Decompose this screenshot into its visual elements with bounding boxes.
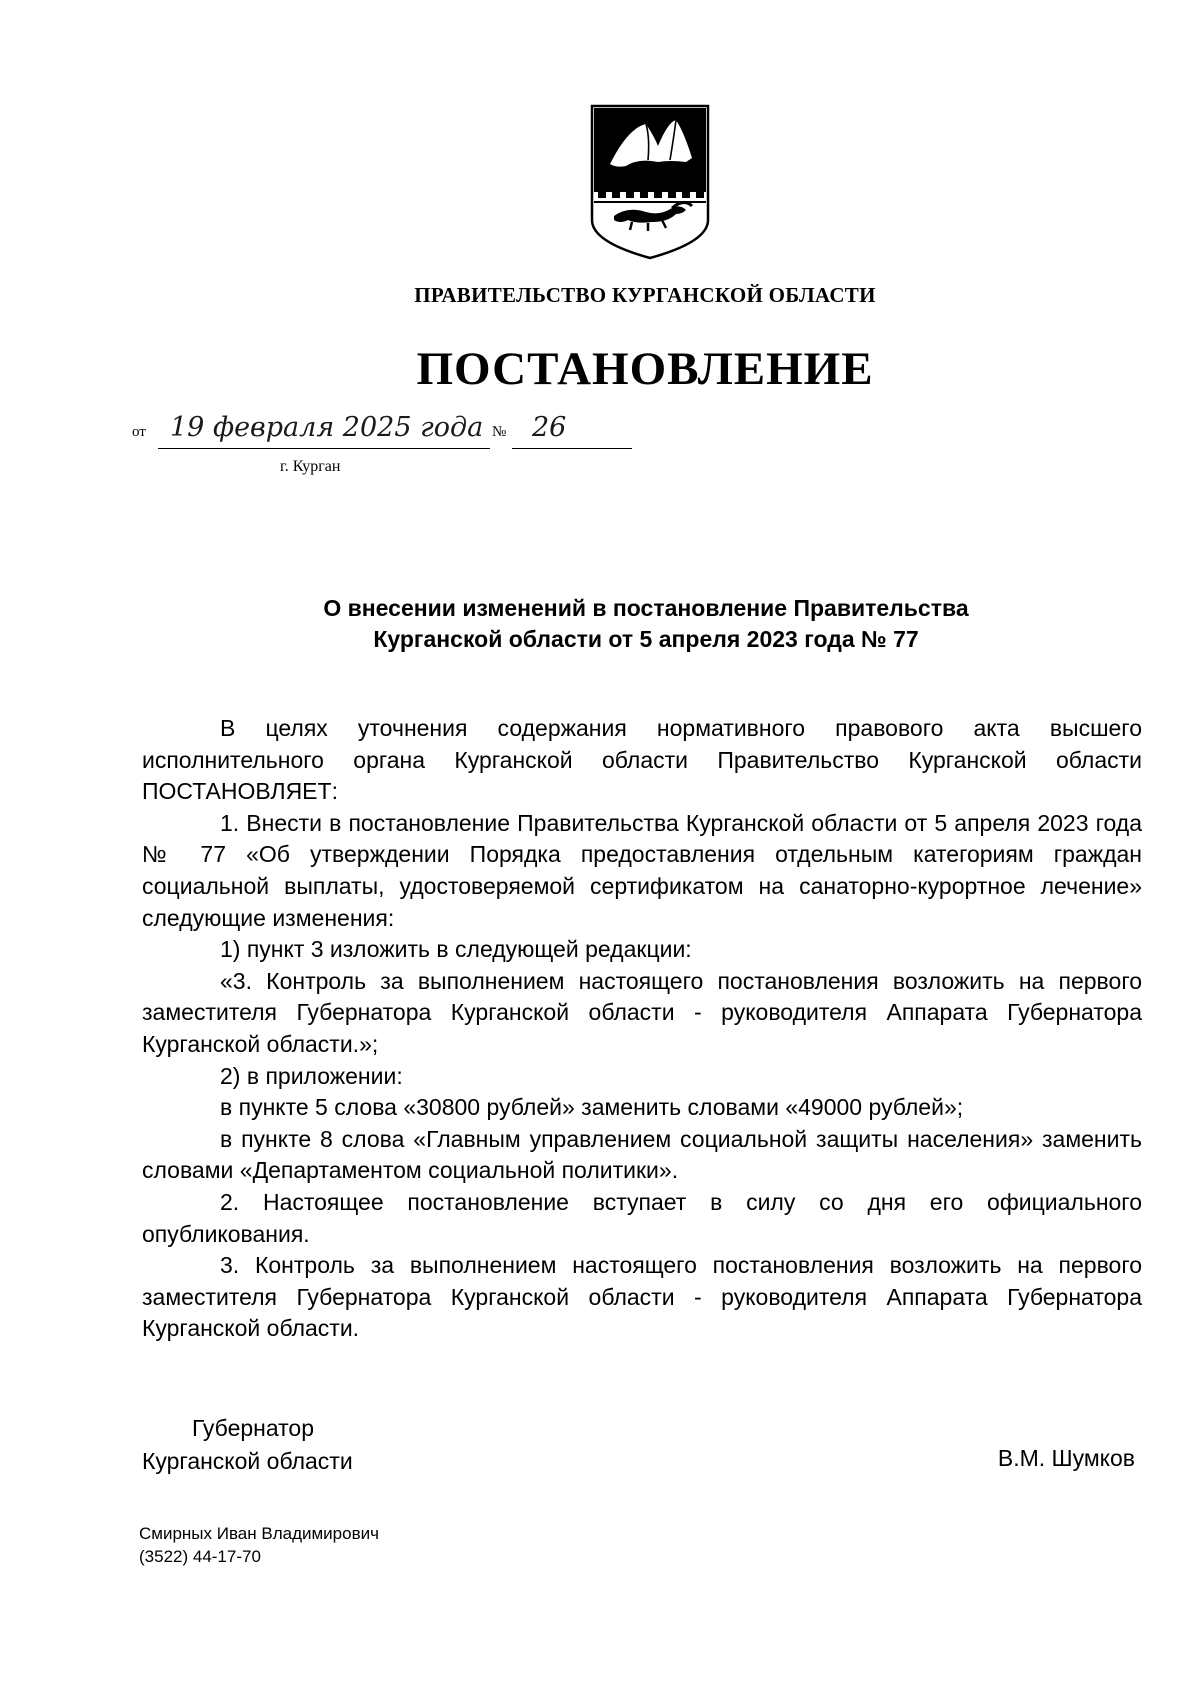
date-number-line [132,412,700,478]
number-label: № [492,424,507,440]
signatory-position-line-1: Губернатор [192,1415,315,1441]
body-paragraph: в пункте 8 слова «Главным управлением социальной защиты населения» заменить словами «Департаментом социальной политики». [142,1125,1142,1184]
executor-info [139,1522,379,1568]
handwritten-date: 19 февраля 2025 года [170,412,484,443]
signatory-position-line-2: Курганской области [142,1448,353,1474]
executor-name: Смирных Иван Владимирович [139,1524,379,1543]
body-paragraph: 2) в приложении: [220,1062,403,1089]
document-body [142,713,1142,1345]
body-paragraph: В целях уточнения содержания нормативного правового акта высшего исполнительного органа Курганской области Правительство Курганской области ПОСТАНОВЛЯЕТ: [142,715,1142,805]
body-paragraph: 1) пункт 3 изложить в следующей редакции: [220,936,692,963]
title-line-2: Курганской области от 5 апреля 2023 года № 77 [373,626,919,652]
signatory-name: В.М. Шумков [997,1445,1135,1471]
body-paragraph: 1. Внести в постановление Правительства Курганской области от 5 апреля 2023 года № 77 «Об утверждении Порядка предоставления отдельным категориям граждан социальной выплаты, удостоверяемой сертификатом на санаторно-курортное лечение» следующие изменения: [142,809,1142,931]
signatory-position [142,1412,353,1478]
organization-name: ПРАВИТЕЛЬСТВО КУРГАНСКОЙ ОБЛАСТИ [414,283,876,307]
executor-phone: (3522) 44-17-70 [139,1547,261,1566]
document-title [150,593,1142,655]
body-paragraph: 3. Контроль за выполнением настоящего постановления возложить на первого заместителя Губернатора Курганской области - руководителя Аппарата Губернатора Курганской области. [142,1252,1142,1342]
coat-of-arms-icon [588,102,712,260]
number-underline [512,448,632,449]
title-line-1: О внесении изменений в постановление Правительства [323,595,969,621]
body-paragraph: в пункте 5 слова «30800 рублей» заменить словами «49000 рублей»; [220,1094,964,1121]
handwritten-number: 26 [532,412,567,443]
body-paragraph: 2. Настоящее постановление вступает в силу со дня его официального опубликования. [142,1188,1142,1247]
document-type-heading: ПОСТАНОВЛЕНИЕ [416,343,874,395]
date-from-label: от [132,424,146,440]
date-underline [158,448,490,449]
city-label: г. Курган [280,458,341,475]
body-paragraph: «3. Контроль за выполнением настоящего постановления возложить на первого заместителя Губернатора Курганской области - руководителя Аппарата Губернатора Курганской области.»; [142,967,1142,1057]
